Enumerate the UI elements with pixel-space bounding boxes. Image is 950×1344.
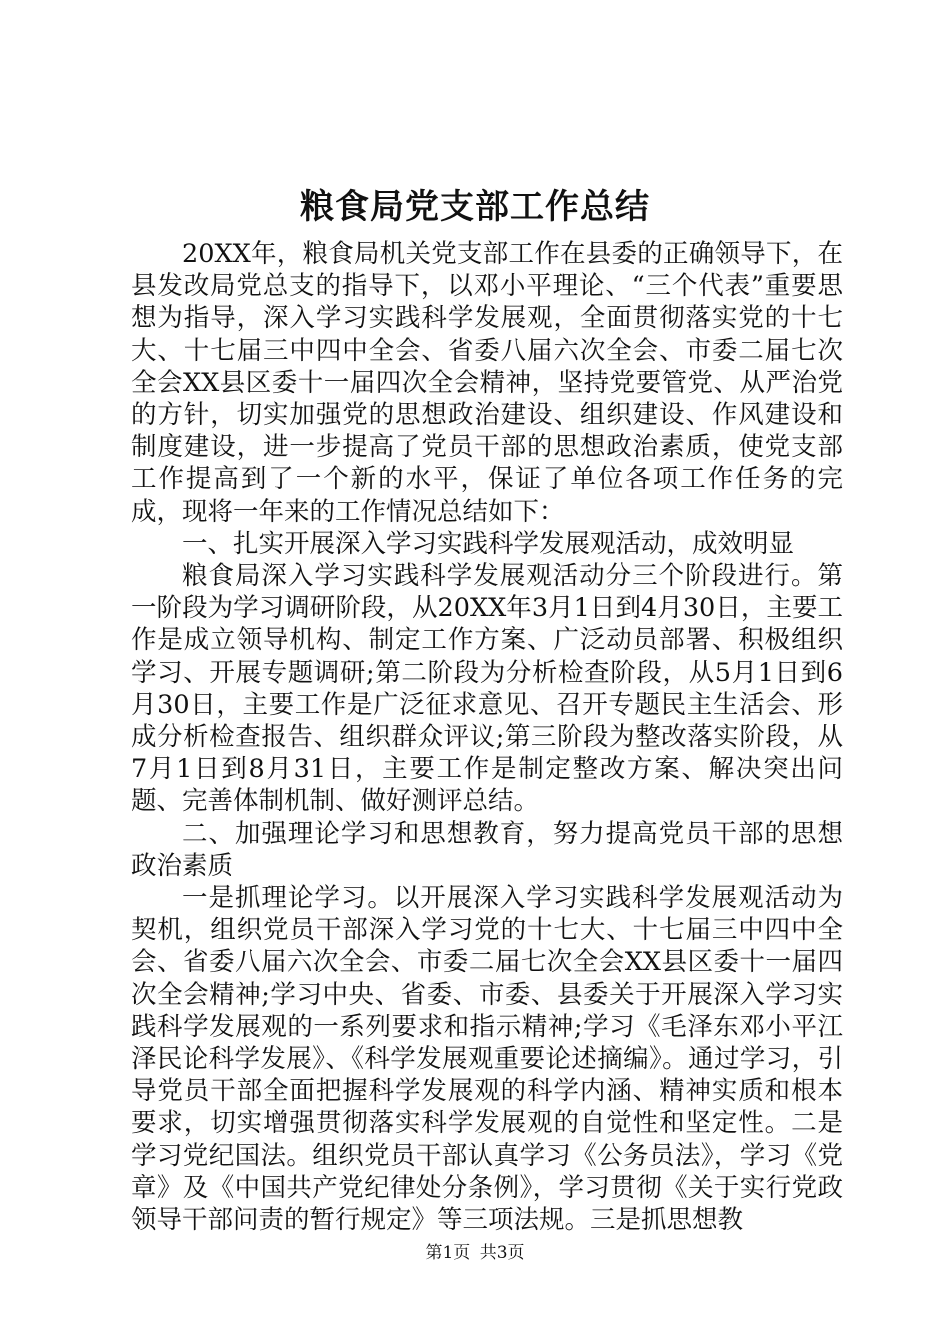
section-heading-2: 二、加强理论学习和思想教育，努力提高党员干部的思想政治素质 [131,818,843,881]
section-1-paragraph: 粮食局深入学习实践科学发展观活动分三个阶段进行。第一阶段为学习调研阶段，从20XX年3月1日到4月30日，主要工作是成立领导机构、制定工作方案、广泛动员部署、积极组织学习、开展专题调研;第二阶段为分析检查阶段，从5月1日到6月30日，主要工作是广泛征求意见、召开专题民主生活会、形成分析检查报告、组织群众评议;第三阶段为整改落实阶段，从7月1日到8月31日，主要工作是制定整改方案、解决突出问题、完善体制机制、做好测评总结。 [131,561,843,817]
section-heading-1: 一、扎实开展深入学习实践科学发展观活动，成效明显 [182,528,795,559]
total-pages: 共3页 [479,1243,525,1263]
section-2-paragraph: 一是抓理论学习。以开展深入学习实践科学发展观活动为契机，组织党员干部深入学习党的十七大、十七届三中四中全会、省委八届六次全会、市委二届七次全会XX县区委十一届四次全会精神;学习中央、省委、市委、县委关于开展深入学习实践科学发展观的一系列要求和指示精神;学习《毛泽东邓小平江泽民论科学发展》、《科学发展观重要论述摘编》。通过学习，引导党员干部全面把握科学发展观的科学内涵、精神实质和根本要求，切实增强贯彻落实科学发展观的自觉性和坚定性。二是学习党纪国法。组织党员干部认真学习《公务员法》，学习《党章》及《中国共产党纪律处分条例》，学习贯彻《关于实行党政领导干部问责的暂行规定》等三项法规。三是抓思想教 [131,883,843,1236]
document-body [131,238,843,1236]
page-number: 第1页 [425,1243,471,1263]
page-footer [0,1241,950,1265]
intro-paragraph: 20XX年，粮食局机关党支部工作在县委的正确领导下，在县发改局党总支的指导下，以邓小平理论、“三个代表”重要思想为指导，深入学习实践科学发展观，全面贯彻落实党的十七大、十七届三中四中全会、省委八届六次全会、市委二届七次全会XX县区委十一届四次全会精神，坚持党要管党、从严治党的方针，切实加强党的思想政治建设、组织建设、作风建设和制度建设，进一步提高了党员干部的思想政治素质，使党支部工作提高到了一个新的水平，保证了单位各项工作任务的完成，现将一年来的工作情况总结如下： [131,239,843,527]
document-title: 粮食局党支部工作总结 [300,187,650,227]
